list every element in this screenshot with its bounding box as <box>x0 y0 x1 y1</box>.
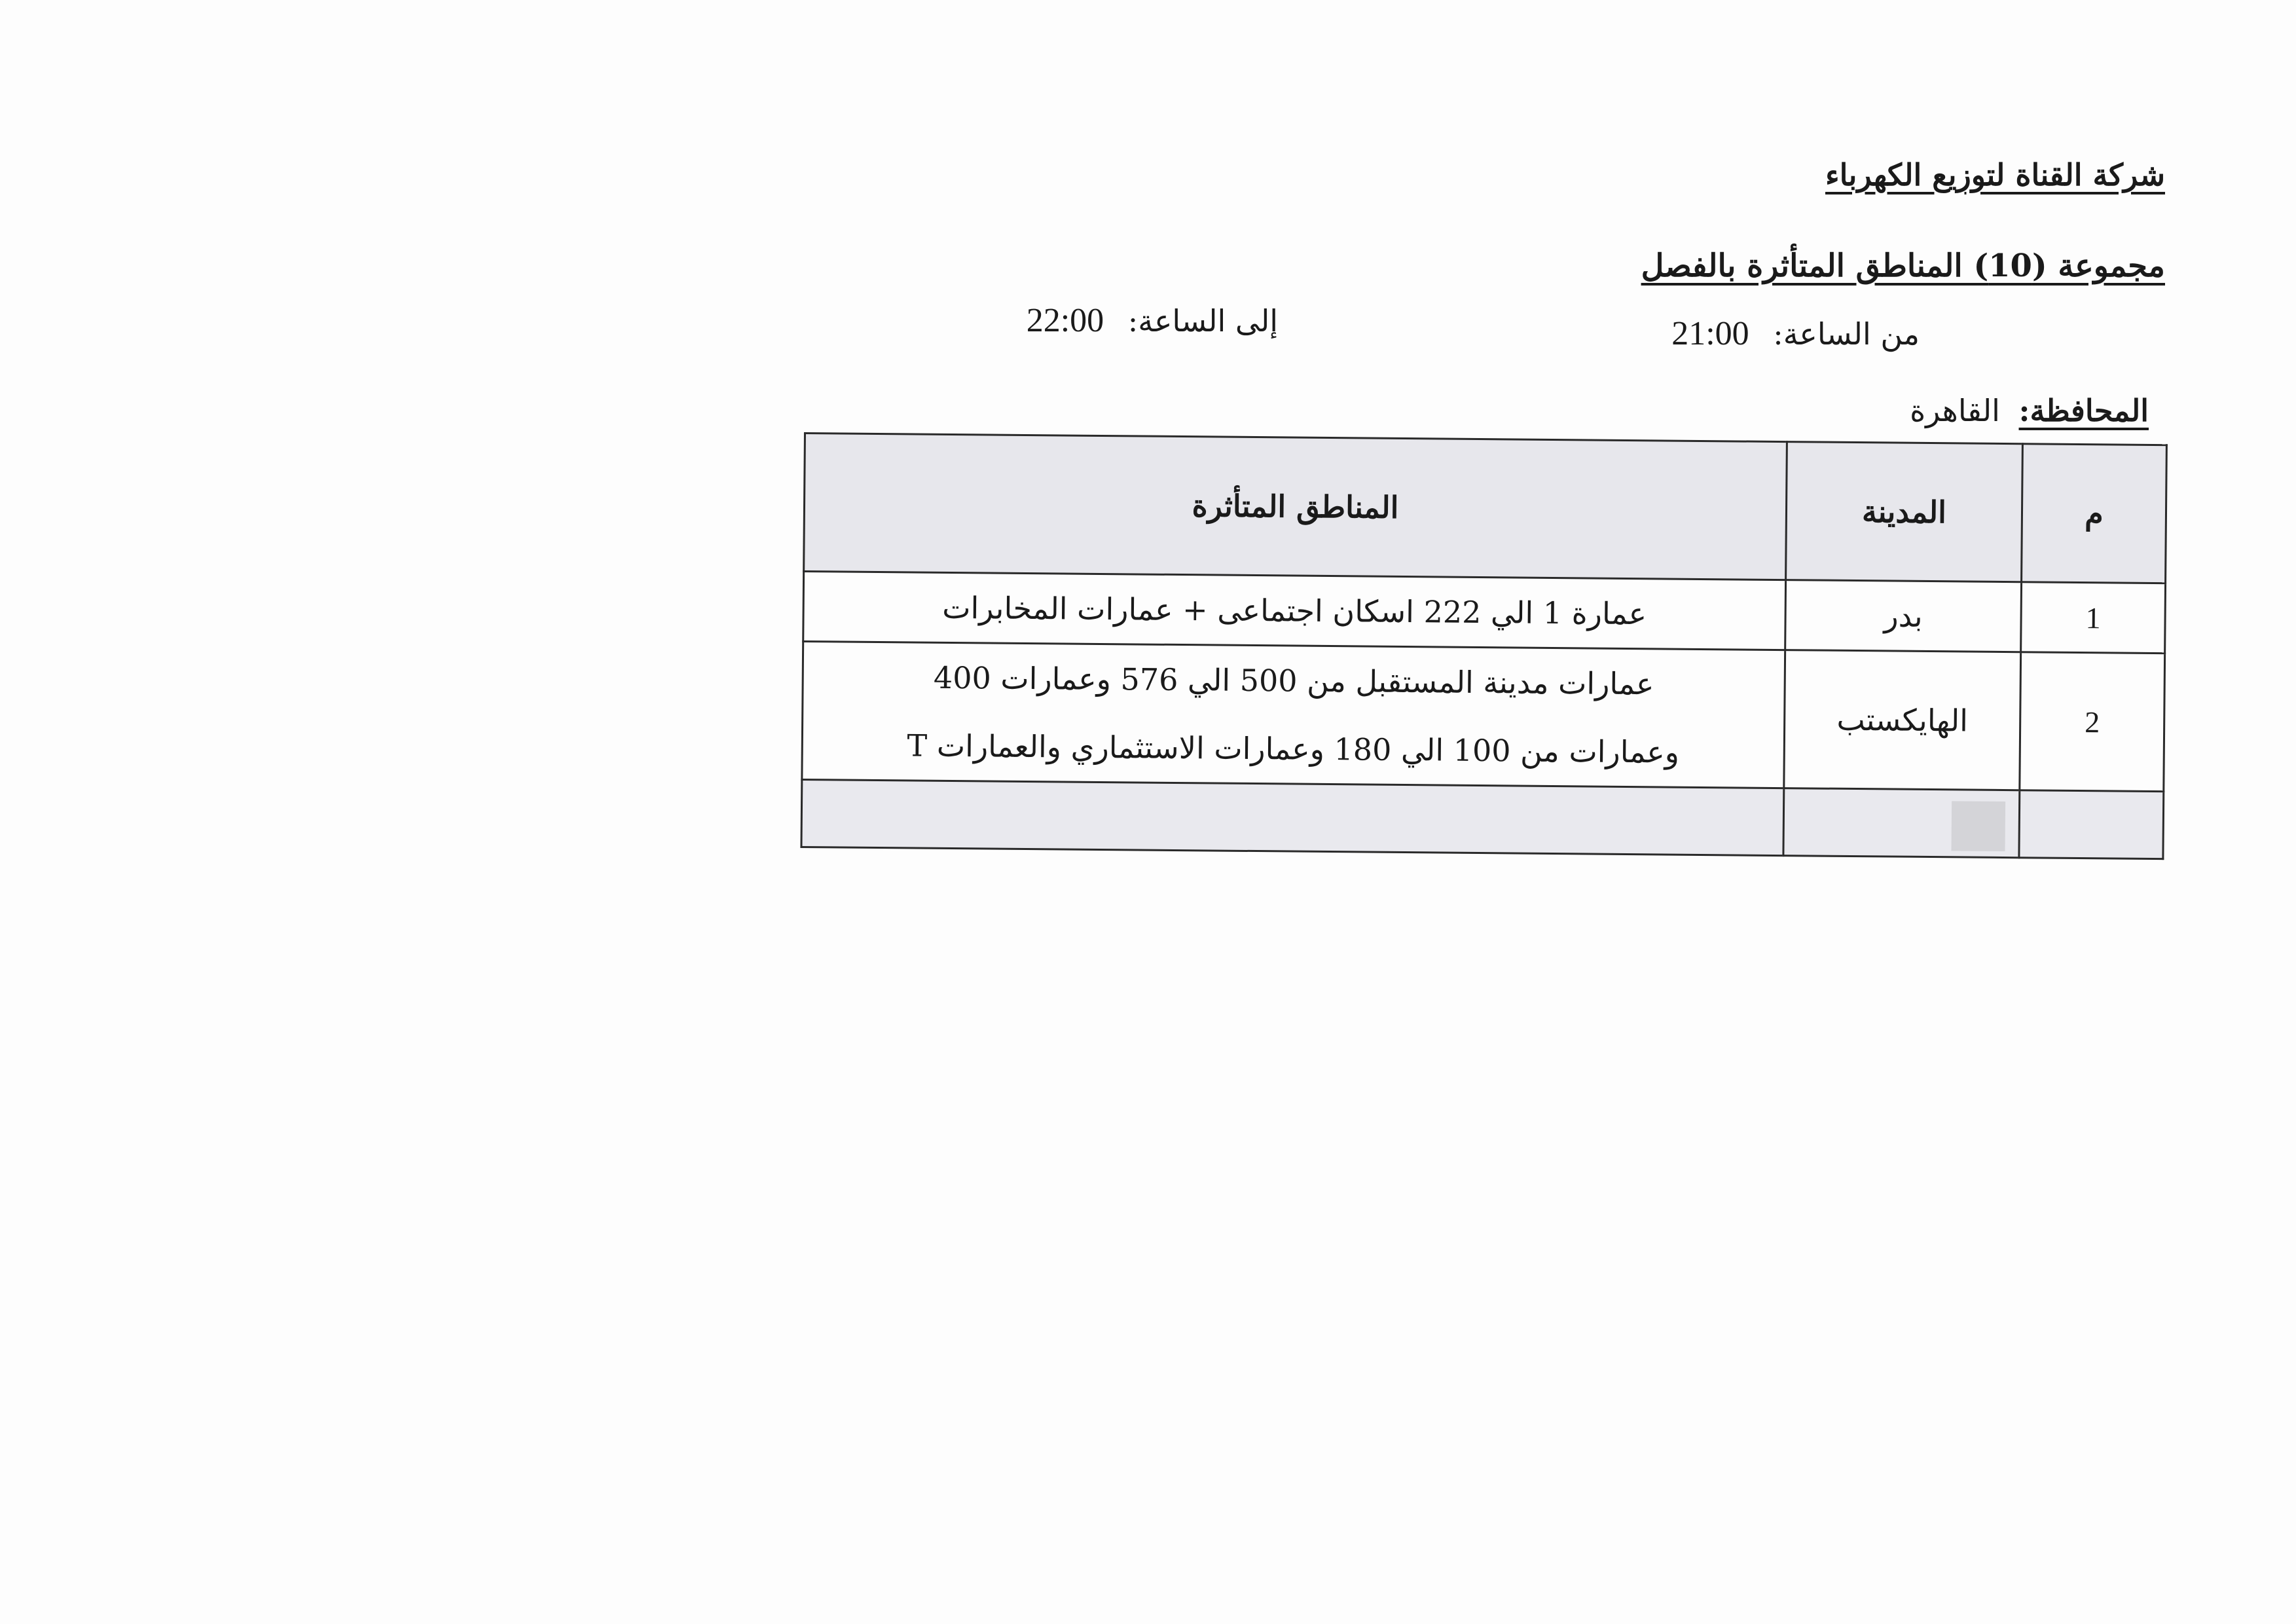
governorate <box>1910 393 2149 428</box>
header-num: م <box>2022 444 2167 583</box>
time-to <box>1027 301 1278 340</box>
time-from-value: 21:00 <box>1671 315 1749 352</box>
partial-cell <box>801 779 1784 855</box>
row-areas-line: وعمارات من 100 الي 180 وعمارات الاستثماري والعمارات T <box>907 728 1680 770</box>
row-areas-line: عمارة 1 الي 222 اسكان اجتماعى + عمارات المخابرات <box>941 589 1647 632</box>
affected-areas-table <box>800 432 2167 860</box>
redaction-box <box>1951 801 2005 851</box>
time-from-label: من الساعة: <box>1773 316 1920 352</box>
row-areas-line: عمارات مدينة المستقبل من 500 الي 576 وعمارات 400 <box>933 659 1654 702</box>
areas-table-wrapper <box>800 432 2166 887</box>
row-areas <box>802 642 1785 788</box>
partial-cell <box>1783 788 2020 858</box>
table-row <box>802 642 2165 792</box>
header-areas: المناطق المتأثرة <box>804 434 1787 580</box>
table-row <box>803 572 2166 654</box>
row-areas <box>803 572 1786 650</box>
group-title: مجموعة (10) المناطق المتأثرة بالفصل <box>1641 248 2165 284</box>
time-from <box>1671 314 1920 353</box>
time-to-label: إلى الساعة: <box>1127 303 1278 339</box>
row-num: 1 <box>2021 582 2166 654</box>
governorate-value: القاهرة <box>1910 393 2000 428</box>
table-header-row <box>804 434 2167 583</box>
governorate-label: المحافظة: <box>2018 393 2149 428</box>
partial-cell <box>2019 790 2164 859</box>
row-num: 2 <box>2020 652 2165 792</box>
header-city: المدينة <box>1786 442 2023 582</box>
company-name: شركة القناة لتوزيع الكهرباء <box>1825 157 2165 193</box>
row-city: الهايكستب <box>1784 650 2021 790</box>
row-city: بدر <box>1785 580 2022 652</box>
table-row-partial <box>801 779 2164 858</box>
time-to-value: 22:00 <box>1026 302 1104 339</box>
